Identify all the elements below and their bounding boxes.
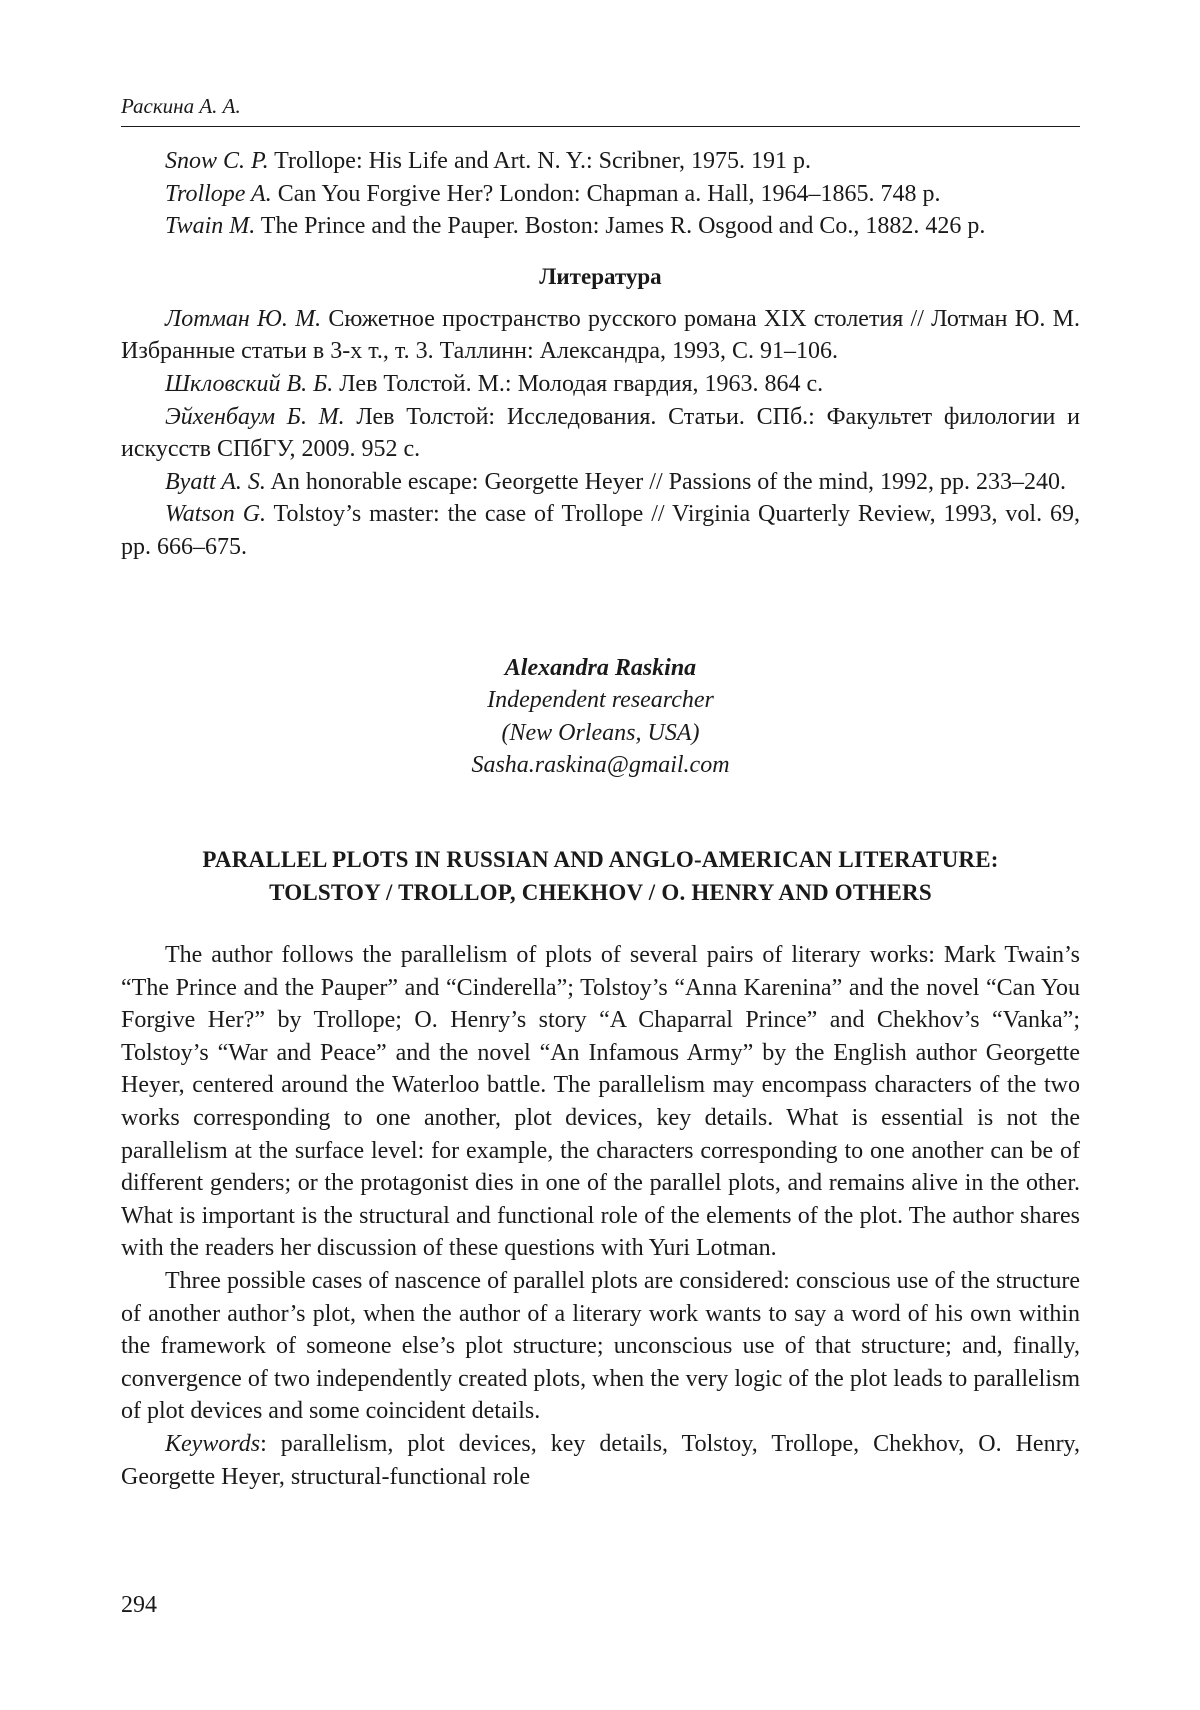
literature-heading: Литература (539, 263, 662, 289)
article-title-line: TOLSTOY / TROLLOP, CHEKHOV / O. HENRY AND OTHERS (269, 879, 932, 905)
page-content (121, 92, 1080, 1493)
reference-text: The Prince and the Pauper. Boston: James R. Osgood and Co., 1882. 426 p. (255, 213, 986, 240)
reference-entry (121, 178, 1080, 211)
reference-entry (121, 210, 1080, 243)
article-title (121, 844, 1080, 909)
keywords-label: Keywords (165, 1431, 261, 1457)
reference-author: Шкловский В. Б. (165, 370, 334, 397)
author-block (121, 652, 1080, 782)
reference-entry (121, 466, 1080, 499)
abstract-paragraph: The author follows the parallelism of plots of several pairs of literary works: Mark Twain’s “The Prince and the Pauper” and “Cinderella”; Tolstoy’s “Anna Karenina” and the novel “Can You Forgive Her?” by Trollope; O. Henry’s story “A Chaparral Prince” and Chekhov’s “Vanka”; Tolstoy’s “War and Peace” and the novel “An Infamous Army” by the English author Georgette Heyer, centered around the Waterloo battle. The parallelism may encompass characters of the two works corresponding to one another, plot devices, key details. What is essential is not the parallelism at the surface level: for example, the characters corresponding to one another can be of different genders; or the protagonist dies in one of the parallel plots, and remains alive in the other. What is important is the structural and functional role of the elements of the plot. The author shares with the readers her discussion of these questions with Yuri Lotman. (121, 942, 1080, 1262)
reference-entry (121, 303, 1080, 368)
reference-text: Can You Forgive Her? London: Chapman a. Hall, 1964–1865. 748 p. (271, 180, 941, 207)
author-location: (New Orleans, USA) (501, 719, 700, 746)
reference-text: Сюжетное пространство русского романа XIX столетия // Лотман Ю. М. Избранные статьи в 3-х т., т. 3. Таллинн: Александра, 1993, С. 91–106. (121, 305, 1081, 365)
reference-text: Trollope: His Life and Art. N. Y.: Scribner, 1975. 191 p. (268, 148, 811, 174)
author-affiliation: Independent researcher (487, 687, 714, 714)
reference-author: Trollope A. (165, 180, 272, 207)
reference-entry (121, 401, 1080, 466)
reference-text: Tolstoy’s master: the case of Trollope // Virginia Quarterly Review, 1993, vol. 69, pp. 666–675. (121, 501, 1080, 560)
literature-list (121, 303, 1080, 564)
reference-entry (121, 498, 1080, 563)
reference-entry (121, 145, 1080, 178)
reference-text: An honorable escape: Georgette Heyer // Passions of the mind, 1992, pp. 233–240. (265, 468, 1066, 495)
keywords (121, 1428, 1080, 1493)
reference-text: Лев Толстой. М.: Молодая гвардия, 1963. 864 с. (333, 370, 824, 397)
reference-author: Эйхенбаум Б. М. (165, 403, 345, 430)
reference-text: Лев Толстой: Исследования. Статьи. СПб.: Факультет филологии и искусств СПбГУ, 2009. 952 с. (121, 403, 1080, 463)
keywords-text: : parallelism, plot devices, key details, Tolstoy, Trollope, Chekhov, O. Henry, Georgette Heyer, structural-functional role (121, 1431, 1080, 1490)
author-name: Alexandra Raskina (504, 654, 697, 681)
reference-author: Byatt A. S. (165, 468, 266, 495)
running-head: Раскина А. А. (121, 92, 1080, 127)
article-title-line: PARALLEL PLOTS IN RUSSIAN AND ANGLO-AMERICAN LITERATURE: (202, 846, 999, 872)
reference-author: Watson G. (165, 501, 267, 528)
author-email[interactable]: Sasha.raskina@gmail.com (471, 752, 730, 779)
reference-author: Snow C. P. (165, 148, 269, 174)
page-number: 294 (121, 1592, 157, 1618)
abstract-paragraph: Three possible cases of nascence of parallel plots are considered: conscious use of the structure of another author’s plot, when the author of a literary work wants to say a word of his own within the framework of someone else’s plot structure; unconscious use of that structure; and, finally, convergence of two independently created plots, when the very logic of the plot leads to parallelism of plot devices and some coincident details. (121, 1268, 1080, 1425)
reference-author: Twain M. (165, 213, 256, 240)
reference-entry (121, 368, 1080, 401)
reference-author: Лотман Ю. М. (165, 305, 322, 332)
sources-list (121, 145, 1080, 243)
abstract (121, 939, 1080, 1493)
